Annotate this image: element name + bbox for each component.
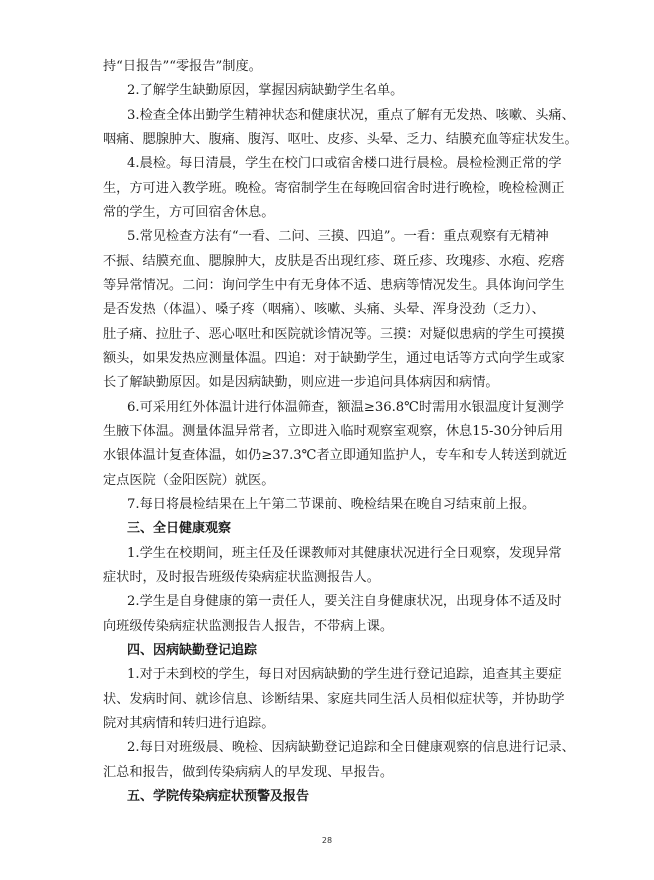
body-text-line: 额头，如果发热应测量体温。四追：对于缺勤学生，通过电话等方式向学生或家 (103, 351, 565, 366)
body-text-line: 不振、结膜充血、腮腺肿大，皮肤是否出现红疹、斑丘疹、玫瑰疹、水疱、疙瘩 (103, 254, 565, 269)
body-text-line: 等异常情况。二问：询问学生中有无身体不适、患病等情况发生。具体询问学生 (103, 278, 565, 293)
section-heading: 三、全日健康观察 (127, 521, 232, 536)
body-text-line: 4.晨检。每日清晨，学生在校门口或宿舍楼口进行晨检。晨检检测正常的学 (127, 156, 562, 171)
page-number: 28 (321, 836, 333, 845)
body-text-line: 2.了解学生缺勤原因，掌握因病缺勤学生名单。 (127, 83, 404, 98)
section-heading: 五、学院传染病症状预警及报告 (127, 789, 310, 804)
body-text-line: 生腋下体温。测量体温异常者，立即进入临时观察室观察，休息15-30分钟后用 (103, 424, 564, 439)
body-text-line: 汇总和报告，做到传染病病人的早发现、早报告。 (103, 765, 394, 780)
body-text-line: 常的学生，方可回宿舍休息。 (103, 205, 275, 220)
body-text-line: 肚子痛、拉肚子、恶心呕吐和医院就诊情况等。三摸：对疑似患病的学生可摸摸 (103, 327, 565, 342)
body-text-line: 持“日报告”“零报告”制度。 (103, 59, 262, 74)
body-text-line: 1.对于未到校的学生，每日对因病缺勤的学生进行登记追踪，追查其主要症 (127, 667, 562, 682)
section-heading: 四、因病缺勤登记追踪 (127, 643, 258, 658)
body-text-line: 5.常见检查方法有“一看、二问、三摸、四追”。一看：重点观察有无精神 (127, 229, 549, 244)
body-text-line: 2.学生是自身健康的第一责任人，要关注自身健康状况，出现身体不适及时 (127, 594, 562, 609)
body-text-line: 生，方可进入教学班。晚检。寄宿制学生在每晚回宿舍时进行晚检，晚检检测正 (103, 181, 565, 196)
body-text-line: 6.可采用红外体温计进行体温筛查，额温≥36.8℃时需用水银温度计复测学 (127, 400, 564, 415)
body-text-line: 1.学生在校期间，班主任及任课教师对其健康状况进行全日观察，发现异常 (127, 546, 562, 561)
body-text-line: 长了解缺勤原因。如是因病缺勤，则应进一步追问具体病因和病情。 (103, 375, 499, 390)
body-text-line: 是否发热（体温）、嗓子疼（咽痛）、咳嗽、头痛、头晕、浑身没劲（乏力）、 (103, 302, 545, 317)
body-text-line: 定点医院（金阳医院）就医。 (103, 473, 275, 488)
body-text-line: 7.每日将晨检结果在上午第二节课前、晚检结果在晚自习结束前上报。 (127, 497, 536, 512)
body-text-line: 水银体温计复查体温，如仍≥37.3℃者立即通知监护人，专车和专人转送到就近 (103, 448, 567, 463)
body-text-line: 院对其病情和转归进行追踪。 (103, 716, 275, 731)
body-text-line: 咽痛、腮腺肿大、腹痛、腹泻、呕吐、皮疹、头晕、乏力、结膜充血等症状发生。 (103, 132, 578, 147)
body-text-line: 症状时，及时报告班级传染病症状监测报告人。 (103, 570, 380, 585)
body-text-line: 向班级传染病症状监测报告人报告，不带病上课。 (103, 619, 394, 634)
body-text-line: 2.每日对班级晨、晚检、因病缺勤登记追踪和全日健康观察的信息进行记录、 (127, 740, 575, 755)
body-text-line: 状、发病时间、就诊信息、诊断结果、家庭共同生活人员相似症状等，并协助学 (103, 692, 565, 707)
body-text-line: 3.检查全体出勤学生精神状态和健康状况，重点了解有无发热、咳嗽、头痛、 (127, 108, 575, 123)
